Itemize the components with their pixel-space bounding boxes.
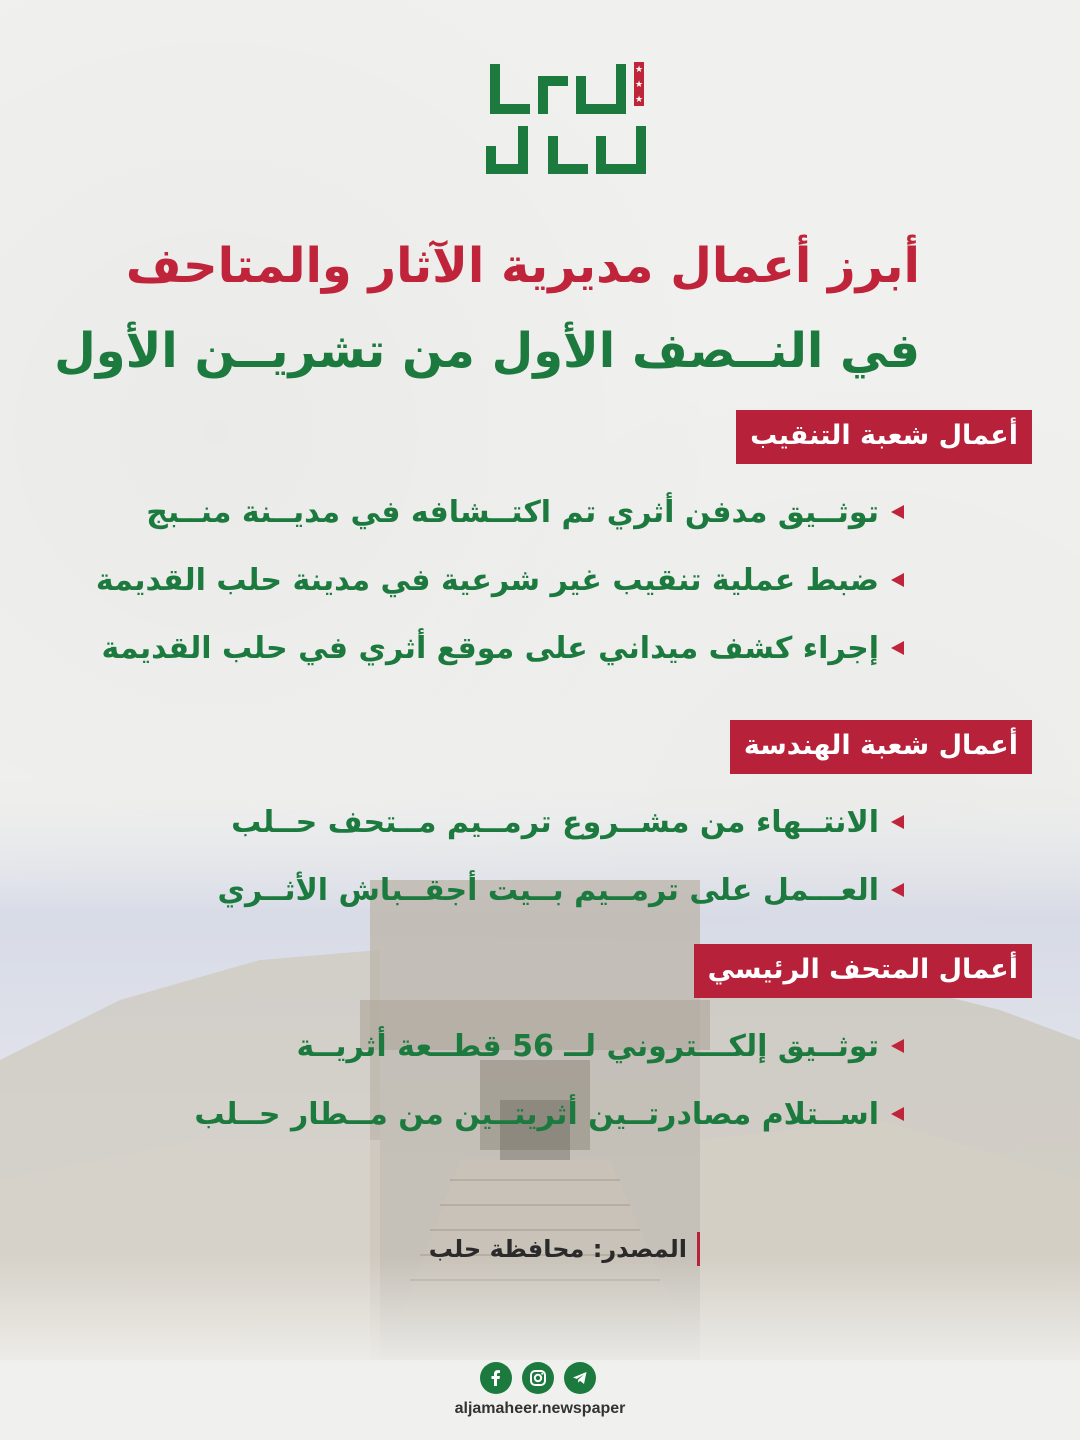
bullet-list — [132, 788, 1032, 924]
list-item — [95, 546, 1032, 614]
list-item — [132, 1012, 1032, 1080]
svg-text:★: ★ — [634, 95, 644, 105]
arrow-icon — [891, 815, 904, 829]
list-item-text: إجراء كشف ميداني على موقع أثري في حلب القديمة — [101, 630, 879, 666]
bullet-list — [132, 1012, 1032, 1148]
list-item-text: توثــيق إلكـــتروني لــ 56 قطــعة أثريــة — [296, 1028, 879, 1064]
arrow-icon — [891, 573, 904, 587]
list-item-text: العـــمل على ترمــيم بــيت أجقــباش الأثــري — [217, 872, 879, 908]
source-divider — [697, 1232, 700, 1266]
section-excavation — [95, 410, 1032, 682]
list-item — [132, 788, 1032, 856]
social-handle: aljamaheer.newspaper — [454, 1400, 626, 1417]
svg-text:★: ★ — [634, 65, 644, 75]
social-links — [480, 1362, 596, 1394]
source-credit — [360, 1232, 700, 1266]
title-line-1: أبرز أعمال مديرية الآثار والمتاحف — [125, 238, 920, 294]
arrow-icon — [891, 883, 904, 897]
section-engineering — [132, 720, 1032, 924]
section-main-museum — [132, 944, 1032, 1148]
list-item-text: الانتــهاء من مشــروع ترمــيم مــتحف حــلب — [231, 804, 879, 840]
source-text: المصدر: محافظة حلب — [428, 1235, 687, 1263]
arrow-icon — [891, 505, 904, 519]
bullet-list — [95, 478, 1032, 682]
arrow-icon — [891, 641, 904, 655]
list-item-text: توثــيق مدفن أثري تم اكتــشافه في مديــنة منــبج — [146, 494, 879, 530]
section-label: أعمال المتحف الرئيسي — [694, 944, 1032, 998]
telegram-icon[interactable] — [564, 1362, 596, 1394]
facebook-icon[interactable] — [480, 1362, 512, 1394]
list-item-text: اســتلام مصادرتــين أثريتــين من مــطار حــلب — [194, 1096, 879, 1132]
list-item — [132, 1080, 1032, 1148]
instagram-icon[interactable] — [522, 1362, 554, 1394]
arrow-icon — [891, 1107, 904, 1121]
svg-text:★: ★ — [634, 80, 644, 90]
jamaheer-logo — [478, 56, 668, 181]
list-item — [132, 856, 1032, 924]
section-label: أعمال شعبة الهندسة — [730, 720, 1032, 774]
list-item — [101, 614, 1032, 682]
arrow-icon — [891, 1039, 904, 1053]
title-line-2: في النــصف الأول من تشريــن الأول — [54, 323, 920, 379]
section-label: أعمال شعبة التنقيب — [736, 410, 1032, 464]
list-item — [132, 478, 1032, 546]
list-item-text: ضبط عملية تنقيب غير شرعية في مدينة حلب القديمة — [95, 562, 879, 598]
